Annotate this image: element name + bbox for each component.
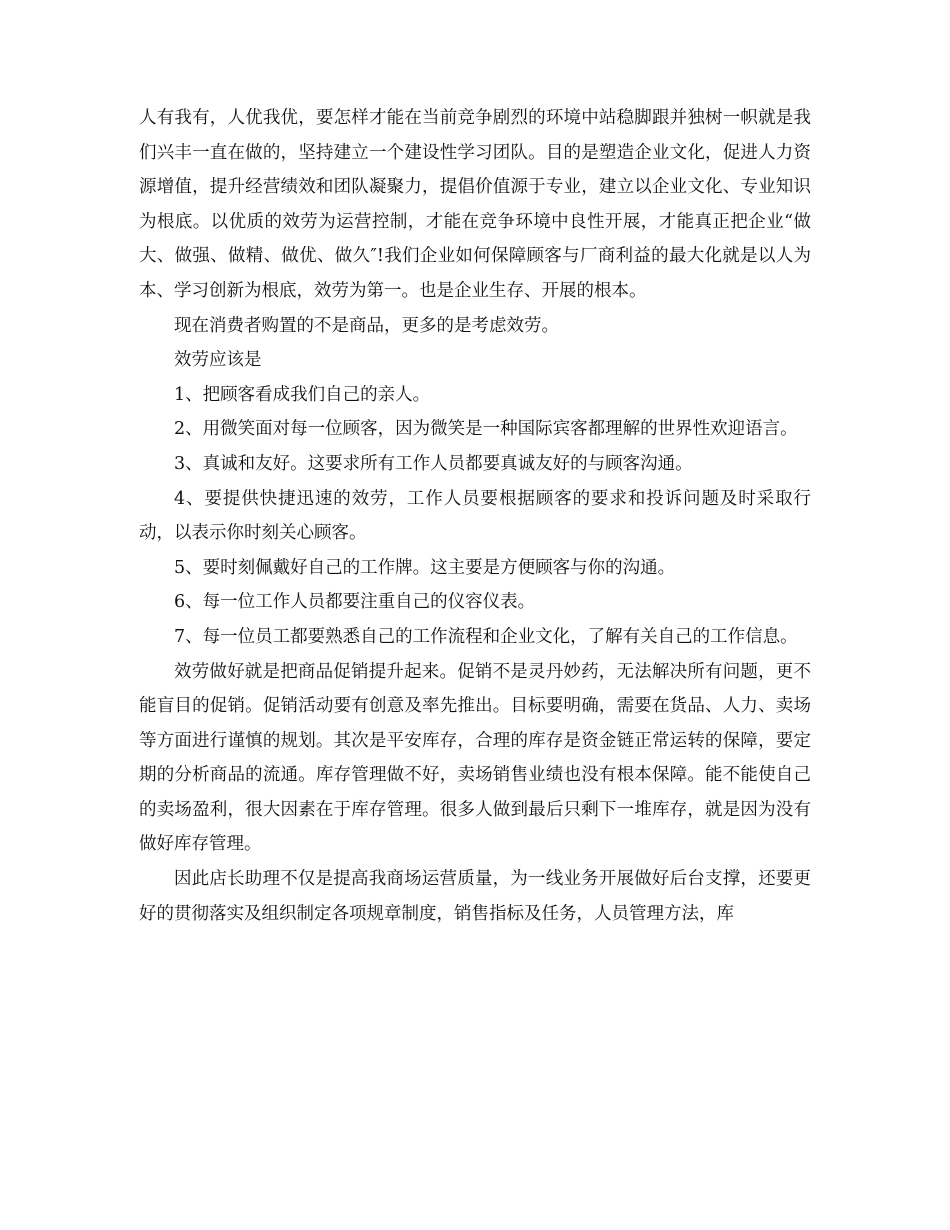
list-item-2: 2、用微笑面对每一位顾客，因为微笑是一种国际宾客都理解的世界性欢迎语言。	[174, 419, 798, 440]
document-body	[139, 101, 811, 931]
paragraph-service-heading: 效劳应该是	[174, 350, 262, 371]
paragraph-store-assistant: 因此店长助理不仅是提高我商场运营质量，为一线业务开展做好后台支撑，还要更好的贯彻落实及组织制定各项规章制度，销售指标及任务，人员管理方法，库	[139, 869, 811, 924]
paragraph-consumer-service: 现在消费者购置的不是商品，更多的是考虑效劳。	[174, 315, 559, 336]
list-item-7: 7、每一位员工都要熟悉自己的工作流程和企业文化，了解有关自己的工作信息。	[174, 626, 798, 647]
list-item-6: 6、每一位工作人员都要注重自己的仪容仪表。	[174, 592, 536, 613]
paragraph-intro: 人有我有，人优我优，要怎样才能在当前竞争剧烈的环境中站稳脚跟并独树一帜就是我们兴丰一直在做的，坚持建立一个建设性学习团队。目的是塑造企业文化，促进人力资源增值，提升经营绩效和团队凝聚力，提倡价值源于专业，建立以企业文化、专业知识为根底。以优质的效劳为运营控制，才能在竞争环境中良性开展，才能真正把企业“做大、做强、做精、做优、做久″!我们企业如何保障顾客与厂商利益的最大化就是以人为本、学习创新为根底，效劳为第一。也是企业生存、开展的根本。	[139, 108, 811, 301]
list-item-3: 3、真诚和友好。这要求所有工作人员都要真诚友好的与顾客沟通。	[174, 453, 693, 474]
list-item-5: 5、要时刻佩戴好自己的工作牌。这主要是方便顾客与你的沟通。	[174, 557, 676, 578]
list-item-4: 4、要提供快捷迅速的效劳，工作人员要根据顾客的要求和投诉问题及时采取行动，以表示你时刻关心顾客。	[139, 488, 811, 544]
paragraph-promotion-inventory: 效劳做好就是把商品促销提升起来。促销不是灵丹妙药，无法解决所有问题，更不能盲目的促销。促销活动要有创意及率先推出。目标要明确，需要在货品、人力、卖场等方面进行谨慎的规划。其次是平安库存，合理的库存是资金链正常运转的保障，要定期的分析商品的流通。库存管理做不好，卖场销售业绩也没有根本保障。能不能使自己的卖场盈利，很大因素在于库存管理。很多人做到最后只剩下一堆库存，就是因为没有做好库存管理。	[139, 661, 811, 855]
list-item-1: 1、把顾客看成我们自己的亲人。	[174, 384, 431, 405]
